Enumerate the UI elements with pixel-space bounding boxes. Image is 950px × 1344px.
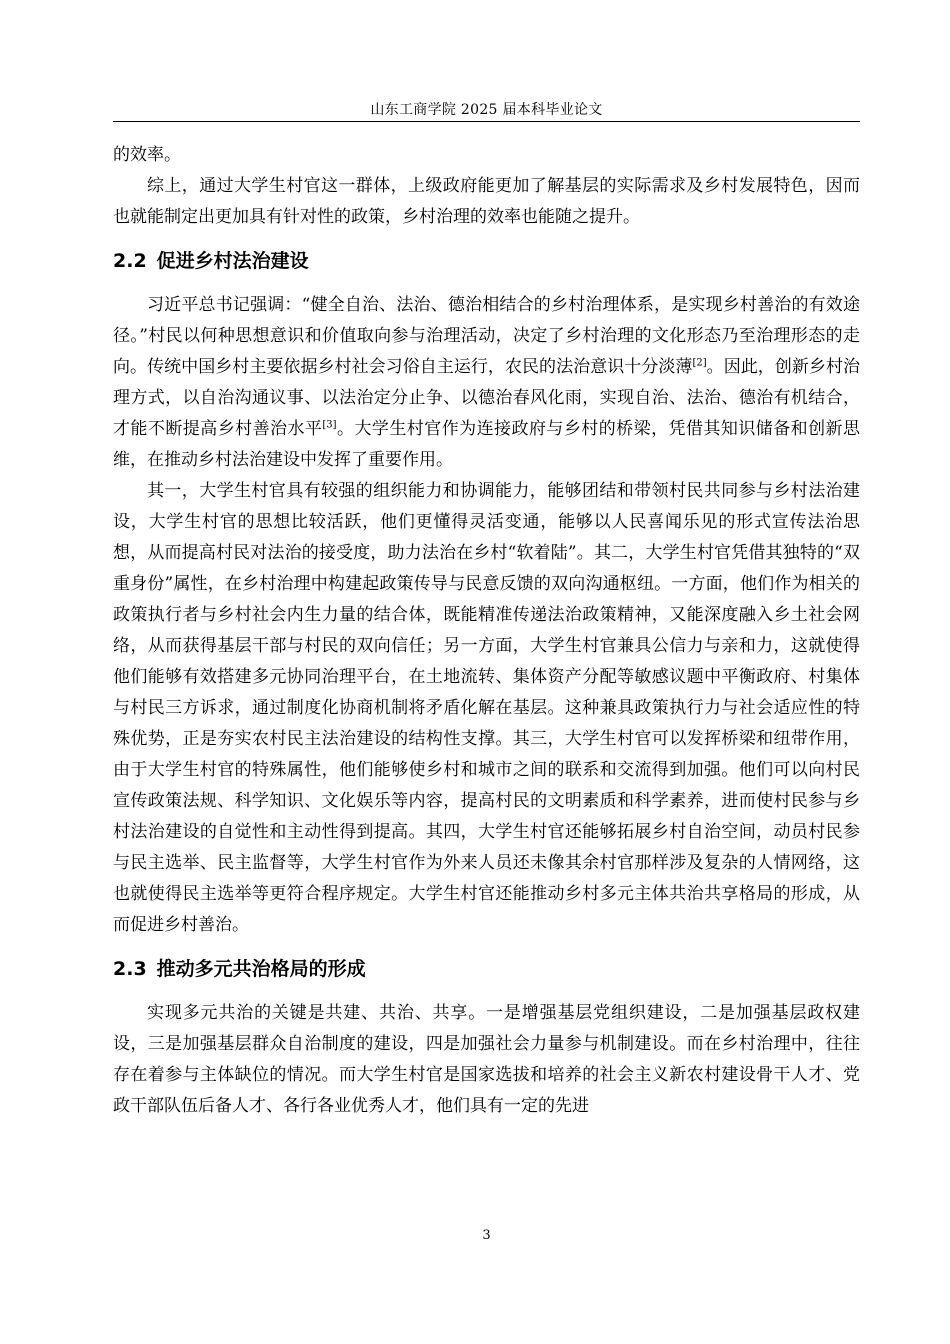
paragraph-co-governance: 实现多元共治的关键是共建、共治、共享。一是增强基层党组织建设，二是加强基层政权建设，三是加强基层群众自治制度的建设，四是加强社会力量参与机制建设。而在乡村治理中，往往存在着参与主体缺位的情况。而大学生村官是国家选拔和培养的社会主义新农村建设骨干人才、党政干部队伍后备人才、各行各业优秀人才，他们具有一定的先进 — [113, 1003, 860, 1116]
paragraph-continuation: 的效率。 — [113, 145, 181, 165]
paragraph-text: 习近平总书记强调：“健全自治、法治、德治相结合的乡村治理体系，是实现乡村善治的有效途径。”村民以何种思想意识和价值取向参与治理活动，决定了乡村治理的文化形态乃至治理形态的走向。传统中国乡村主要依据乡村社会习俗自主运行，农民的法治意识十分淡薄 — [113, 295, 860, 377]
page-header — [113, 101, 860, 119]
section-number: 2.3 — [113, 958, 147, 980]
paragraph-four-roles: 其一，大学生村官具有较强的组织能力和协调能力，能够团结和带领村民共同参与乡村法治建设，大学生村官的思想比较活跃，他们更懂得灵活变通，能够以人民喜闻乐见的形式宣传法治思想，从而提高村民对法治的接受度，助力法治在乡村“软着陆”。其二，大学生村官凭借其独特的“双重身份”属性，在乡村治理中构建起政策传导与民意反馈的双向沟通枢纽。一方面，他们作为相关的政策执行者与乡村社会内生力量的结合体，既能精准传递法治政策精神，又能深度融入乡土社会网络，从而获得基层干部与村民的双向信任；另一方面，大学生村官兼具公信力与亲和力，这就使得他们能够有效搭建多元协同治理平台，在土地流转、集体资产分配等敏感议题中平衡政府、村集体与村民三方诉求，通过制度化协商机制将矛盾化解在基层。这种兼具政策执行力与社会适应性的特殊优势，正是夯实农村民主法治建设的结构性支撑。其三，大学生村官可以发挥桥梁和纽带作用，由于大学生村官的特殊属性，他们能够使乡村和城市之间的联系和交流得到加强。他们可以向村民宣传政策法规、科学知识、文化娱乐等内容，提高村民的文明素质和科学素养，进而使村民参与乡村法治建设的自觉性和主动性得到提高。其四，大学生村官还能够拓展乡村自治空间，动员村民参与民主选举、民主监督等，大学生村官作为外来人员还未像其余村官那样涉及复杂的人情网络，这也就使得民主选举等更符合程序规定。大学生村官还能推动乡村多元主体共治共享格局的形成，从而促进乡村善治。 — [113, 481, 860, 935]
citation-ref: [2] — [692, 357, 707, 369]
section-number: 2.2 — [113, 250, 147, 272]
paragraph-text: 。因此，创新乡村治理方式，以自治沟通议事、以法治定分止争、以德治春风化雨，实现自治、法治、德治有机结合，才能不断提高乡村善治水平 — [113, 357, 861, 439]
header-title: 山东工商学院 2025 届本科毕业论文 — [370, 102, 603, 118]
paragraph-text: 。大学生村官作为连接政府与乡村的桥梁，凭借其知识储备和创新思维，在推动乡村法治建设中发挥了重要作用。 — [113, 419, 861, 470]
page-number: 3 — [482, 1228, 491, 1243]
body-text — [113, 140, 860, 1122]
section-title: 促进乡村法治建设 — [156, 250, 309, 272]
section-heading-2-3 — [113, 941, 860, 998]
header-rule — [113, 121, 860, 122]
citation-ref: [3] — [322, 419, 337, 431]
section-heading-2-2 — [113, 233, 860, 290]
paragraph-rule-of-law — [113, 290, 860, 476]
paragraph-summary: 综上，通过大学生村官这一群体，上级政府能更加了解基层的实际需求及乡村发展特色，因而也就能制定出更加具有针对性的政策，乡村治理的效率也能随之提升。 — [113, 176, 860, 227]
section-title: 推动多元共治格局的形成 — [156, 958, 366, 980]
